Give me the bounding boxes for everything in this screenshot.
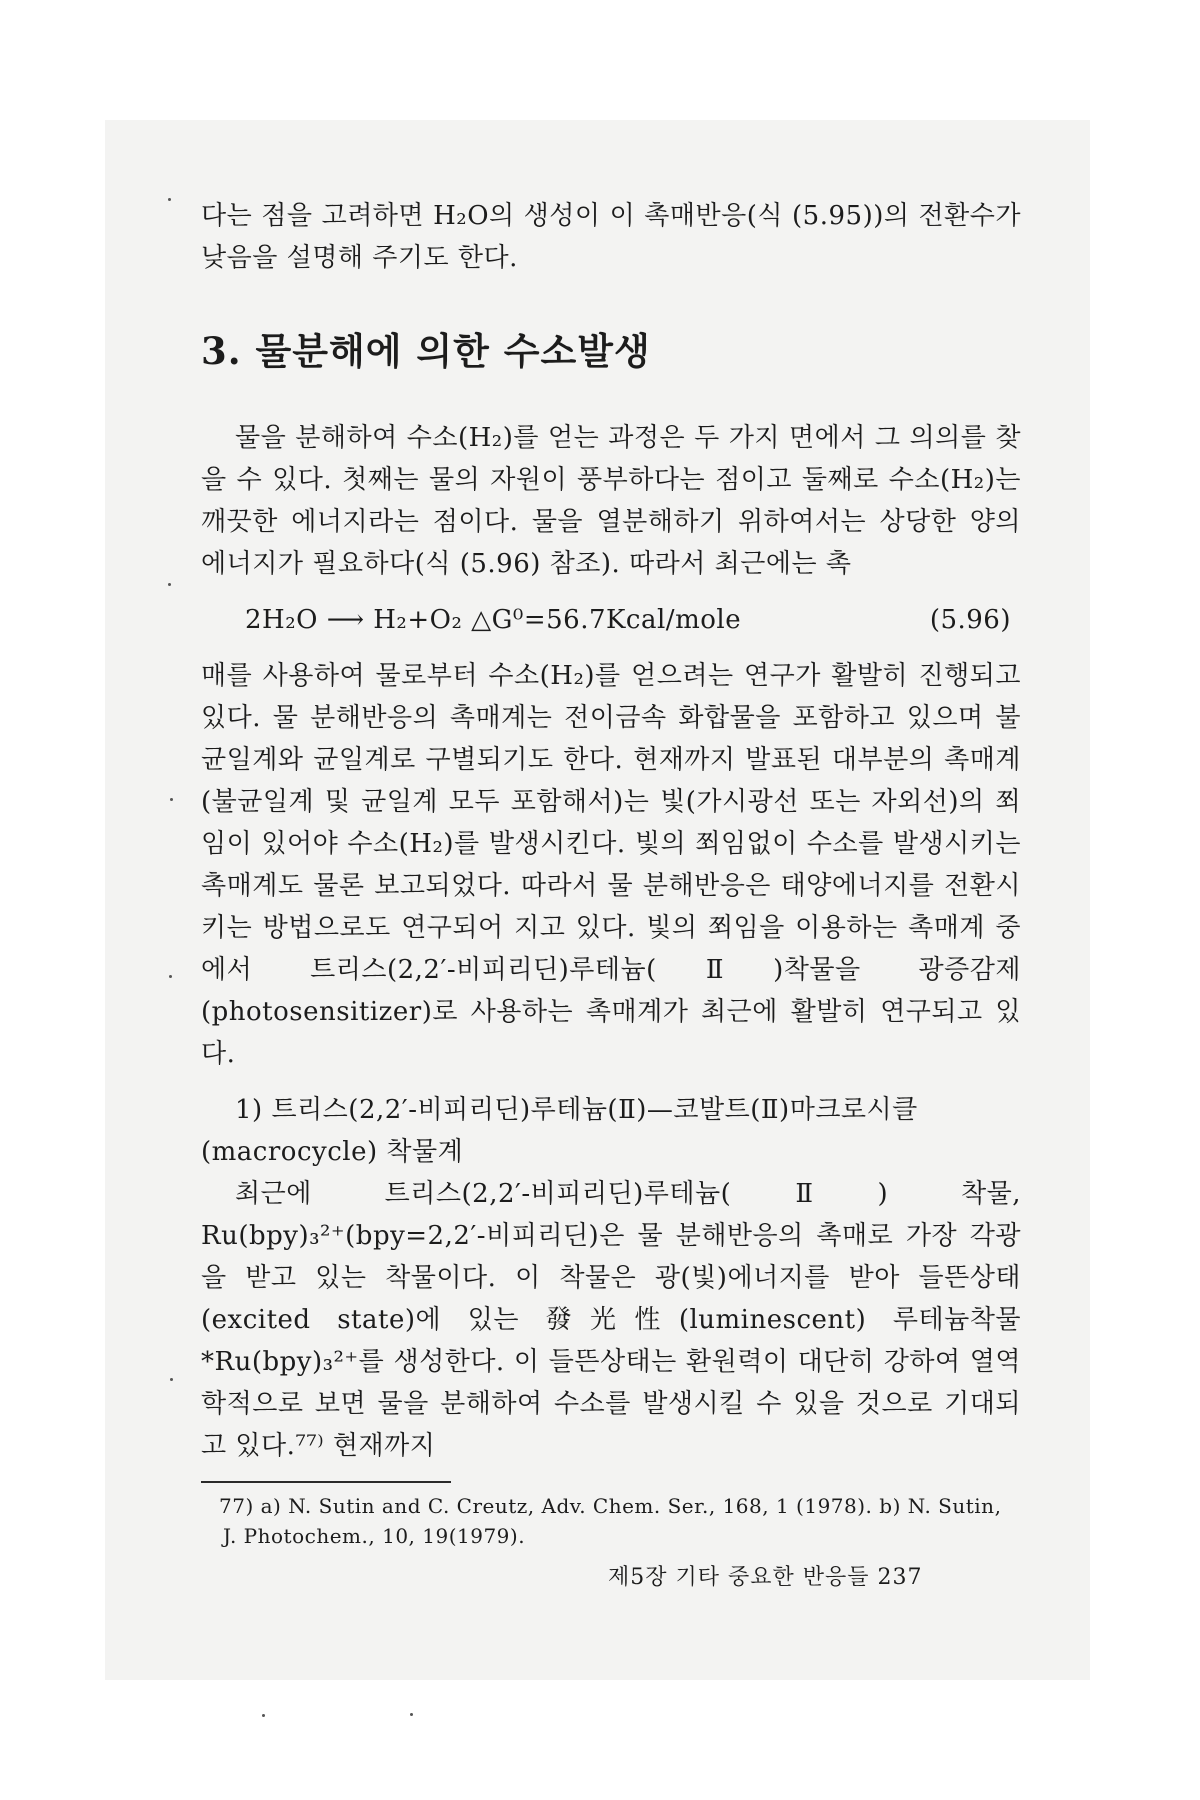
equation-5-96 <box>201 593 1021 647</box>
paragraph-2: 매를 사용하여 물로부터 수소(H₂)를 얻으려는 연구가 활발히 진행되고 있다. 물 분해반응의 촉매계는 전이금속 화합물을 포함하고 있으며 불균일계와 균일계로 구별되기도 한다. 현재까지 발표된 대부분의 촉매계(불균일계 및 균일계 모두 포함해서)는 빛(가시광선 또는 자외선)의 쬐임이 있어야 수소(H₂)를 발생시킨다. 빛의 쬐임없이 수소를 발생시키는 촉매계도 물론 보고되었다. 따라서 물 분해반응은 태양에너지를 전환시키는 방법으로도 연구되어 지고 있다. 빛의 쬐임을 이용하는 촉매계 중에서 트리스(2,2′-비피리딘)루테늄(Ⅱ)착물을 광증감제(photosensitizer)로 사용하는 촉매계가 최근에 활발히 연구되고 있다. <box>201 661 1021 1069</box>
paragraph-3: 최근에 트리스(2,2′-비피리딘)루테늄(Ⅱ) 착물, Ru(bpy)₃²⁺(bpy=2,2′-비피리딘)은 물 분해반응의 촉매로 가장 각광을 받고 있는 착물이다. 이 착물은 광(빛)에너지를 받아 들뜬상태(excited state)에 있는 發光性(luminescent) 루테늄착물 *Ru(bpy)₃²⁺를 생성한다. 이 들뜬상태는 환원력이 대단히 강하여 열역학적으로 보면 물을 분해하여 수소를 발생시킬 수 있을 것으로 기대되고 있다.⁷⁷⁾ 현재까지 <box>201 1179 1021 1461</box>
scan-speck <box>262 1714 265 1717</box>
document-body <box>201 195 1021 1551</box>
intro-paragraph: 다는 점을 고려하면 H₂O의 생성이 이 촉매반응(식 (5.95))의 전환수가 낮음을 설명해 주기도 한다. <box>201 201 1021 273</box>
scan-speck <box>169 975 172 978</box>
scan-speck <box>410 1713 413 1716</box>
subsection-heading: 1) 트리스(2,2′-비피리딘)루테늄(Ⅱ)—코발트(Ⅱ)마크로시클 <box>235 1095 918 1125</box>
scan-speck <box>168 198 171 201</box>
section-heading: 3. 물분해에 의한 수소발생 <box>201 329 651 373</box>
subsection-heading-continued: (macrocycle) 착물계 <box>201 1137 464 1167</box>
scan-speck <box>170 1378 173 1381</box>
footnote-divider <box>201 1481 451 1483</box>
paragraph-1: 물을 분해하여 수소(H₂)를 얻는 과정은 두 가지 면에서 그 의의를 찾을 수 있다. 첫째는 물의 자원이 풍부하다는 점이고 둘째로 수소(H₂)는 깨끗한 에너지라는 점이다. 물을 열분해하기 위하여서는 상당한 양의 에너지가 필요하다(식 (5.96) 참조). 따라서 최근에는 촉 <box>201 423 1021 579</box>
equation-number: (5.96) <box>929 605 1011 635</box>
page-footer: 제5장 기타 중요한 반응들 237 <box>608 1565 923 1590</box>
scan-speck <box>170 798 173 801</box>
footnote-77: 77) a) N. Sutin and C. Creutz, Adv. Chem. Ser., 168, 1 (1978). b) N. Sutin, J. Photochem., 10, 19(1979). <box>219 1494 1002 1548</box>
scan-speck <box>168 583 171 586</box>
equation-formula: 2H₂O ⟶ H₂+O₂ △G⁰=56.7Kcal/mole <box>245 605 742 635</box>
